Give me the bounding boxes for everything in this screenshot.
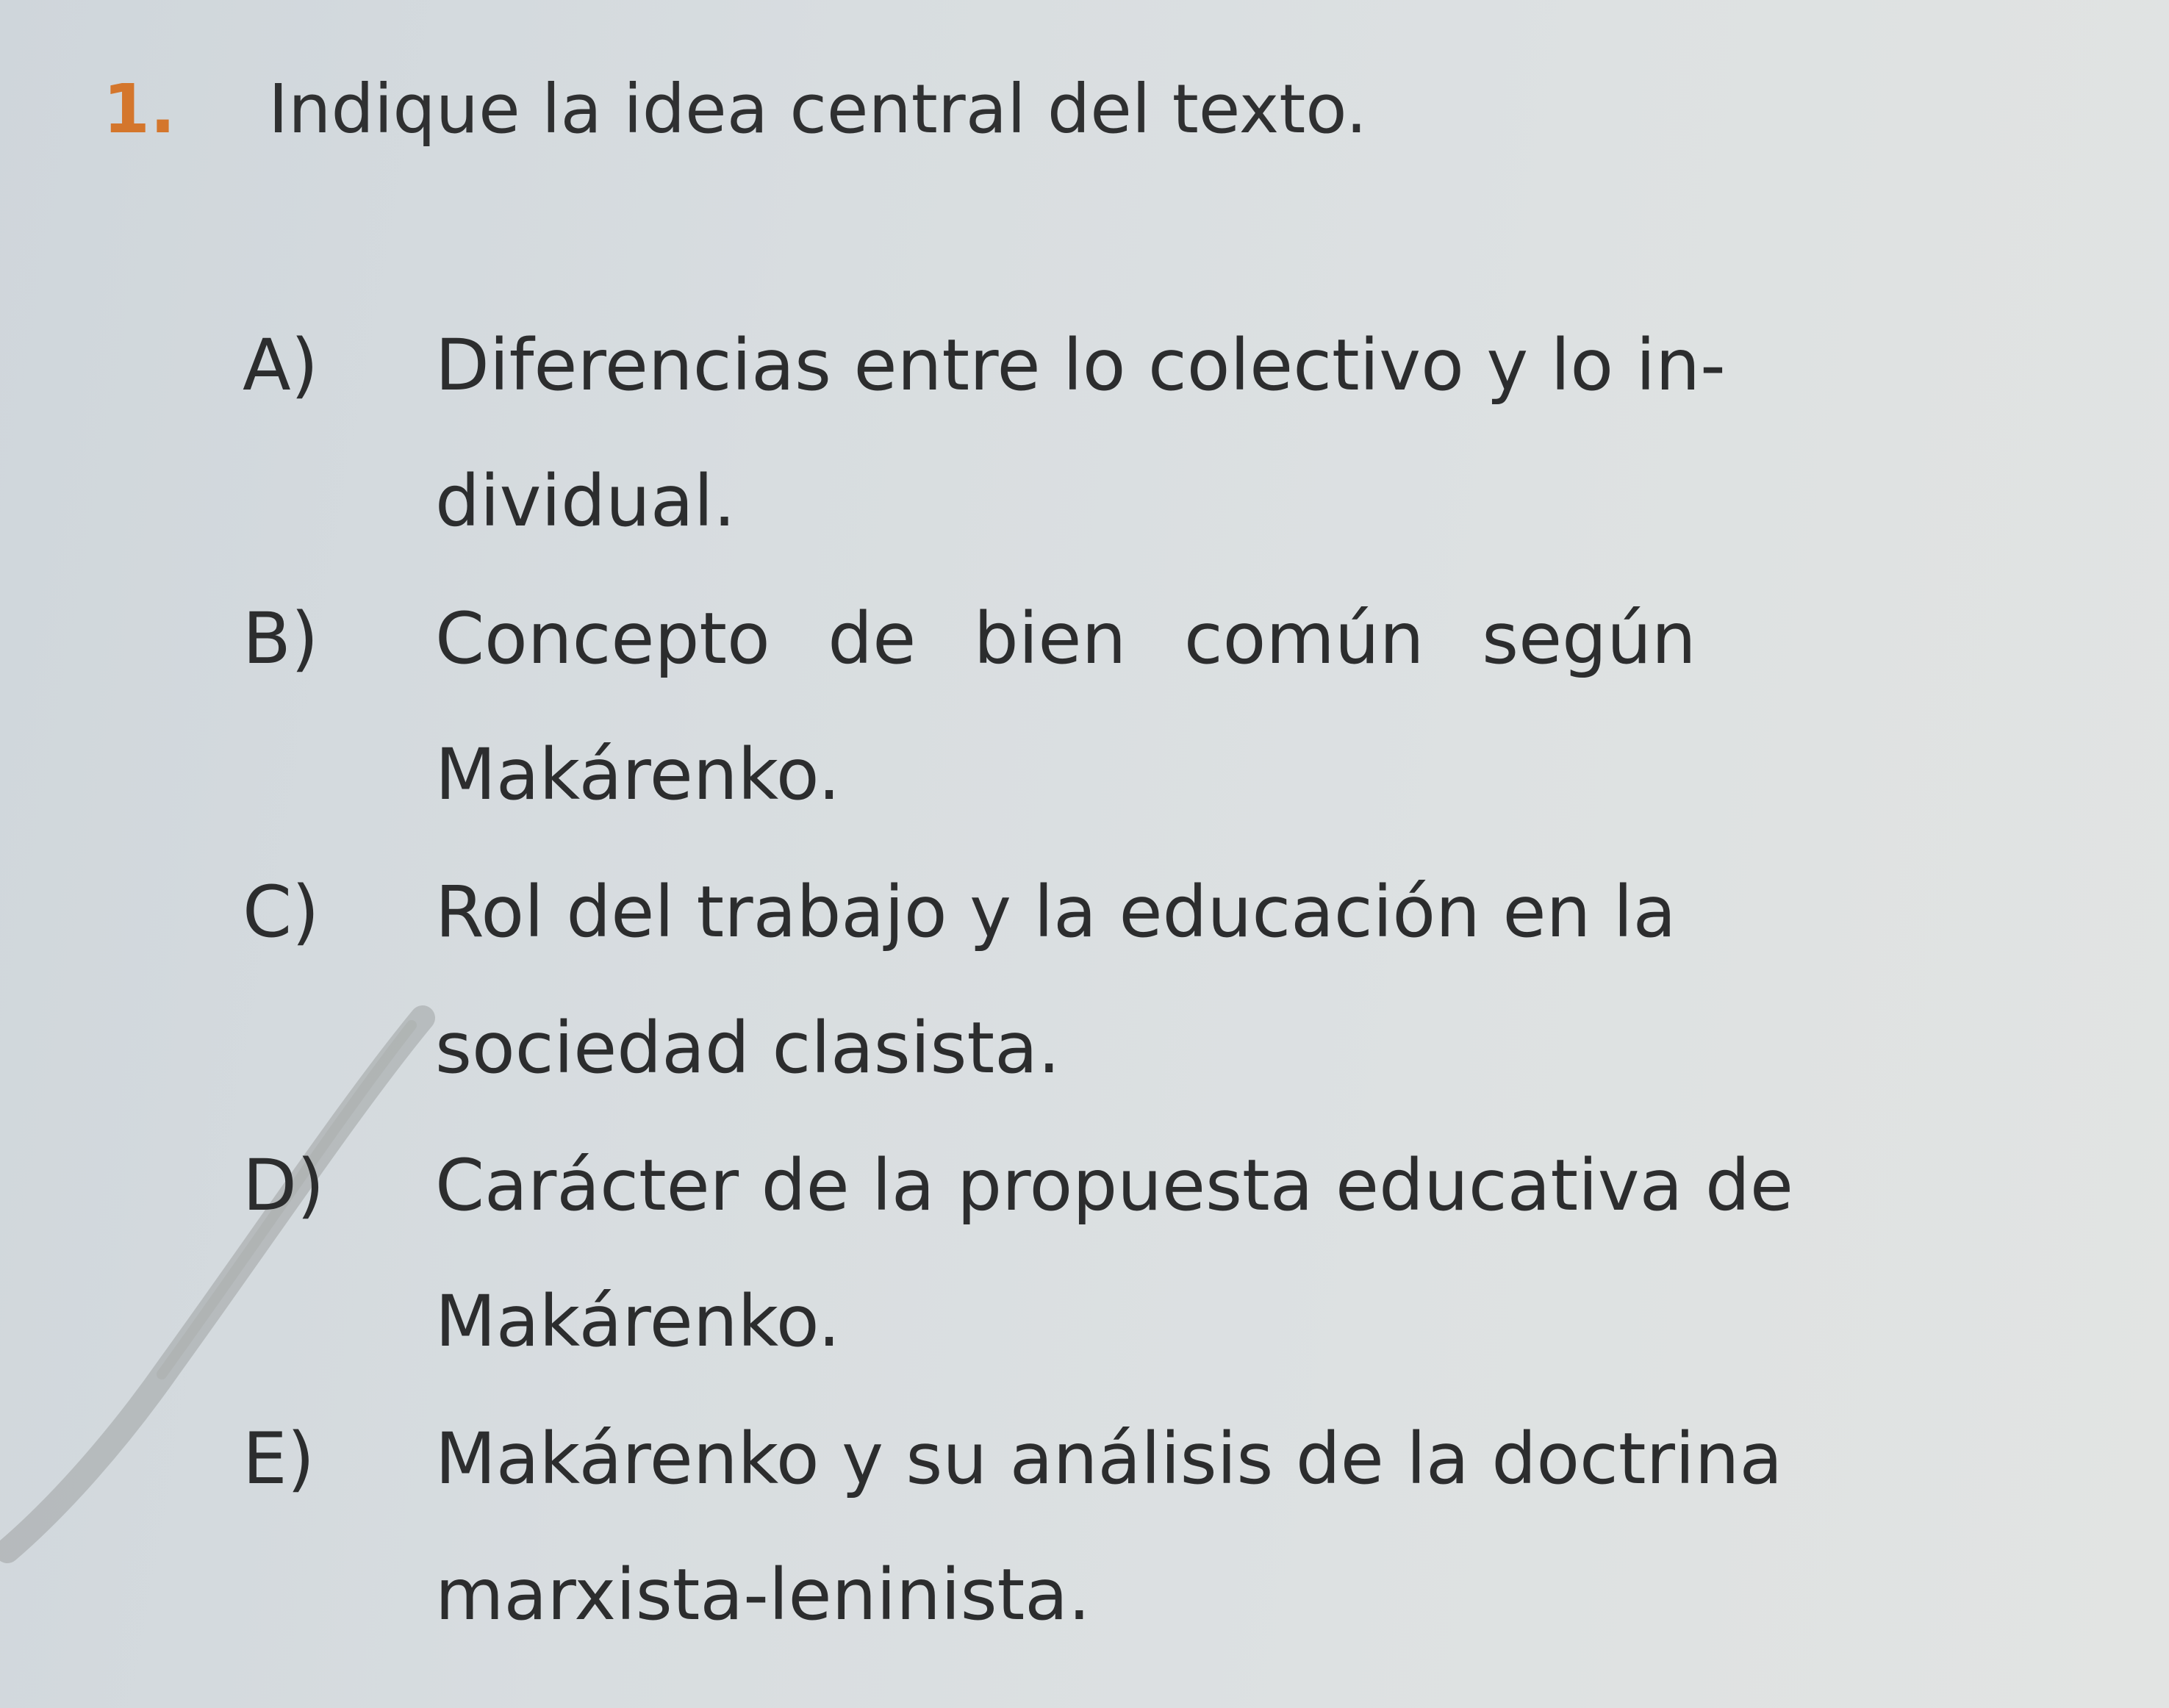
option-text <box>435 844 2036 1116</box>
option-letter: E) <box>243 1418 315 1500</box>
option-line-1: Diferencias entre lo colectivo y lo in- <box>435 324 1726 406</box>
option-line-2: Makárenko. <box>435 1280 841 1363</box>
question-heading <box>103 72 1367 146</box>
question-text: Indique la idea central del texto. <box>268 70 1368 148</box>
question-number: 1. <box>103 70 176 148</box>
option-a[interactable] <box>243 298 2036 570</box>
answer-options <box>243 298 2036 1665</box>
option-letter: C) <box>243 871 320 953</box>
option-line-2: marxista-leninista. <box>435 1554 1091 1636</box>
option-line-1: Rol del trabajo y la educación en la <box>435 871 1677 953</box>
option-line-1: Makárenko y su análisis de la doctrina <box>435 1418 1783 1500</box>
option-line-1: Concepto de bien común según <box>435 598 1696 680</box>
option-letter: D) <box>243 1144 325 1227</box>
option-d[interactable] <box>243 1118 2036 1390</box>
option-letter: B) <box>243 598 319 680</box>
option-line-2: sociedad clasista. <box>435 1007 1061 1089</box>
option-line-2: dividual. <box>435 460 736 542</box>
option-letter: A) <box>243 324 319 406</box>
option-text <box>435 1118 2036 1390</box>
option-c[interactable] <box>243 844 2036 1116</box>
option-e[interactable] <box>243 1391 2036 1663</box>
option-text <box>435 298 2036 570</box>
option-line-2: Makárenko. <box>435 733 841 816</box>
option-text <box>435 571 2036 843</box>
option-text <box>435 1391 2036 1663</box>
option-line-1: Carácter de la propuesta educativa de <box>435 1144 1793 1227</box>
option-b[interactable] <box>243 571 2036 843</box>
